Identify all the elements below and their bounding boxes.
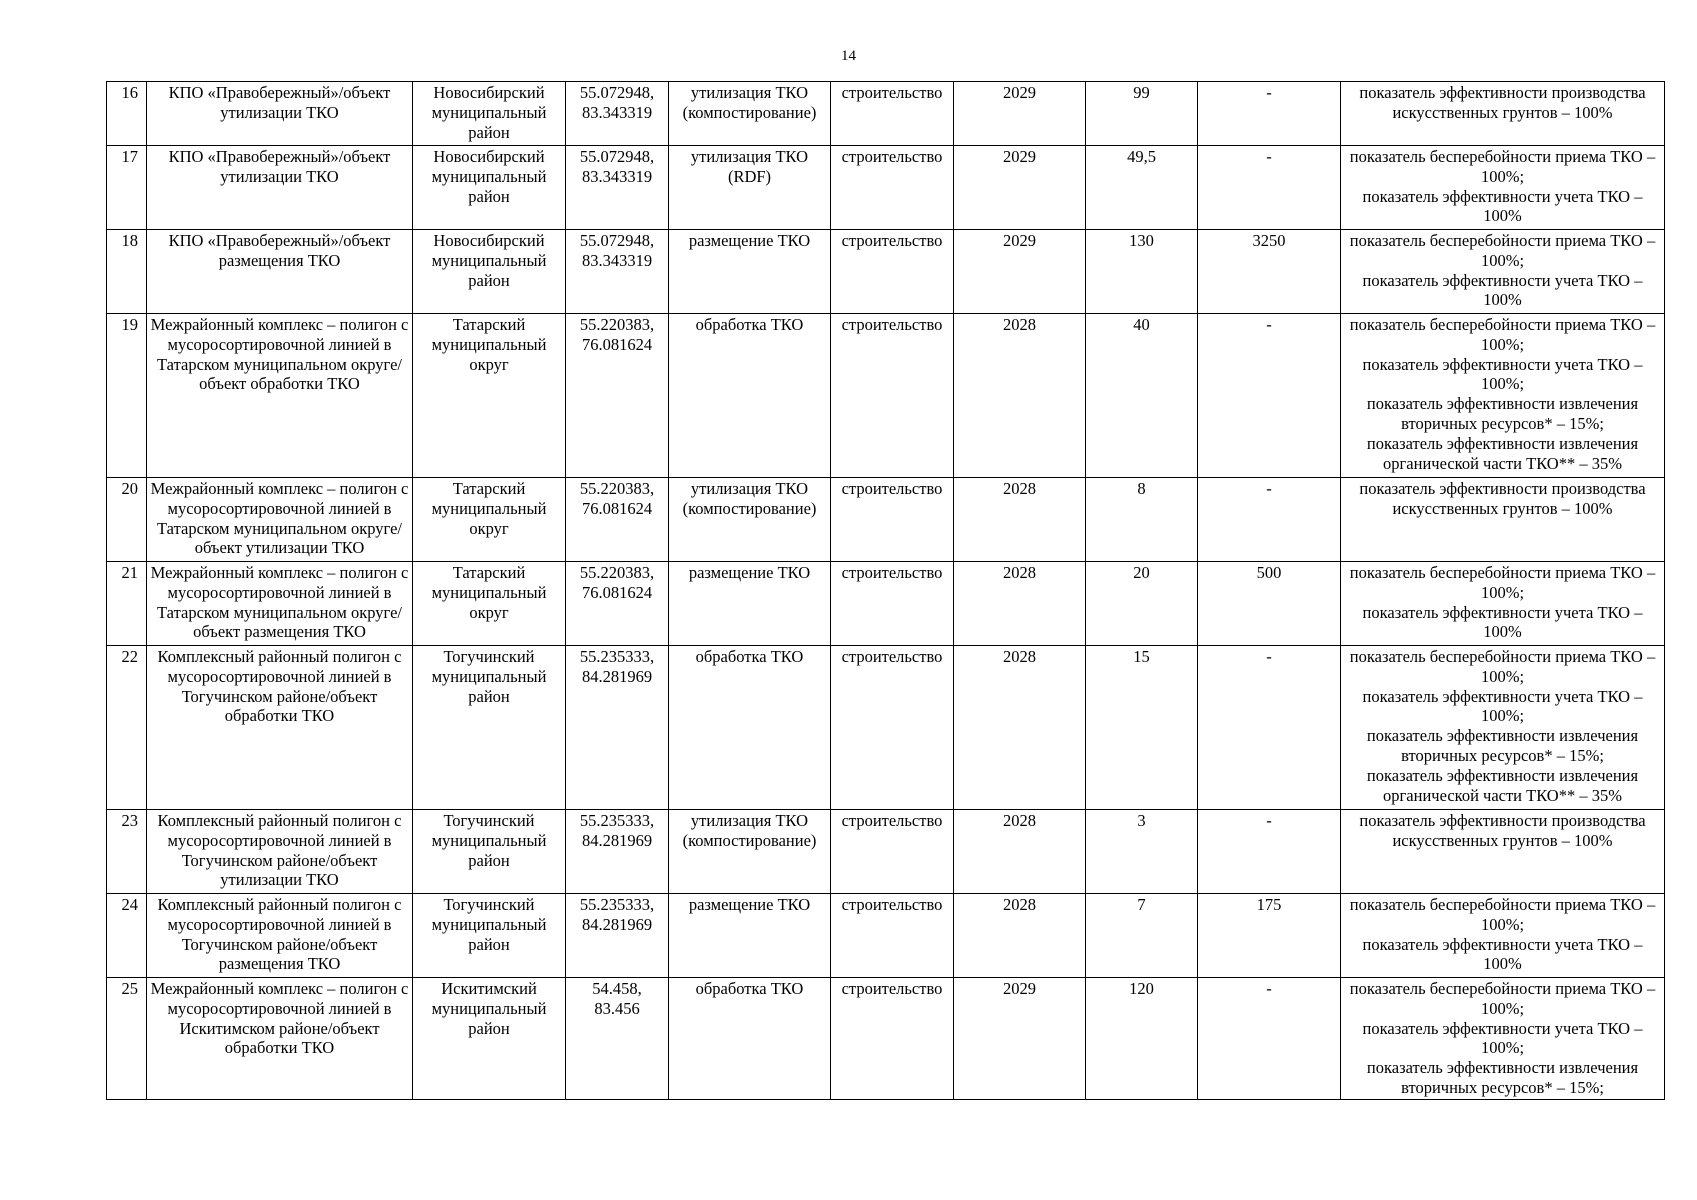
indicator-line: показатель эффективности учета ТКО –: [1362, 934, 1643, 954]
municipality-cell: Татарский муниципальный округ: [413, 478, 566, 562]
object-name-cell: КПО «Правобережный»/объект размещения ТКО: [147, 230, 413, 314]
row-number-cell: 17: [107, 146, 147, 230]
indicators-cell: [1341, 146, 1665, 230]
purpose-cell: размещение ТКО: [669, 562, 831, 646]
indicator-line: 100%;: [1480, 666, 1525, 686]
indicator-line: 100%;: [1480, 166, 1525, 186]
indicator-line: 100%;: [1480, 914, 1525, 934]
volume-cell: -: [1198, 82, 1341, 146]
year-cell: 2028: [954, 478, 1086, 562]
row-number-cell: 16: [107, 82, 147, 146]
indicator-line: показатель эффективности извлечения: [1366, 394, 1639, 414]
volume-cell: -: [1198, 978, 1341, 1100]
indicators-cell: [1341, 82, 1665, 146]
activity-type-cell: строительство: [831, 478, 954, 562]
object-name-cell: КПО «Правобережный»/объект утилизации ТКО: [147, 146, 413, 230]
row-number-cell: 22: [107, 646, 147, 810]
indicator-line: показатель эффективности извлечения: [1366, 433, 1639, 453]
year-cell: 2029: [954, 230, 1086, 314]
table-body: [107, 82, 1665, 1100]
volume-cell: -: [1198, 478, 1341, 562]
row-number-cell: 21: [107, 562, 147, 646]
indicator-line: 100%: [1483, 290, 1522, 310]
indicator-line: 100%: [1483, 206, 1522, 226]
indicator-line: показатель эффективности учета ТКО –: [1362, 270, 1643, 290]
object-name-cell: Комплексный районный полигон с мусоросортировочной линией в Тогучинском районе/объект утилизации ТКО: [147, 810, 413, 894]
coordinates-cell: 55.220383, 76.081624: [566, 478, 669, 562]
indicator-line: 100%;: [1480, 706, 1525, 726]
indicators-cell: [1341, 810, 1665, 894]
coordinates-cell: 54.458, 83.456: [566, 978, 669, 1100]
table-row: [107, 314, 1665, 478]
row-number-cell: 19: [107, 314, 147, 478]
indicator-line: показатель бесперебойности приема ТКО –: [1349, 895, 1656, 914]
coordinates-cell: 55.220383, 76.081624: [566, 562, 669, 646]
municipality-cell: Новосибирский муниципальный район: [413, 82, 566, 146]
object-name-cell: Комплексный районный полигон с мусоросортировочной линией в Тогучинском районе/объект размещения ТКО: [147, 894, 413, 978]
coordinates-cell: 55.072948, 83.343319: [566, 82, 669, 146]
coordinates-cell: 55.220383, 76.081624: [566, 314, 669, 478]
coordinates-cell: 55.235333, 84.281969: [566, 894, 669, 978]
indicator-line: 100%;: [1480, 582, 1525, 602]
indicator-line: показатель эффективности учета ТКО –: [1362, 1018, 1643, 1038]
purpose-cell: утилизация ТКО (компостирование): [669, 82, 831, 146]
row-number-cell: 23: [107, 810, 147, 894]
volume-cell: -: [1198, 314, 1341, 478]
indicator-line: вторичных ресурсов* – 15%;: [1401, 413, 1604, 433]
indicator-line: 100%;: [1480, 374, 1525, 394]
activity-type-cell: строительство: [831, 82, 954, 146]
capacity-cell: 8: [1086, 478, 1198, 562]
capacity-cell: 49,5: [1086, 146, 1198, 230]
indicator-line: показатель эффективности производства: [1359, 479, 1646, 498]
facilities-table: [106, 81, 1665, 1100]
object-name-cell: Комплексный районный полигон с мусоросортировочной линией в Тогучинском районе/объект обработки ТКО: [147, 646, 413, 810]
capacity-cell: 40: [1086, 314, 1198, 478]
indicators-cell: [1341, 478, 1665, 562]
row-number-cell: 24: [107, 894, 147, 978]
indicators-cell: [1341, 314, 1665, 478]
year-cell: 2028: [954, 314, 1086, 478]
indicator-line: вторичных ресурсов* – 15%;: [1401, 745, 1604, 765]
row-number-cell: 25: [107, 978, 147, 1100]
activity-type-cell: строительство: [831, 646, 954, 810]
volume-cell: 175: [1198, 894, 1341, 978]
purpose-cell: размещение ТКО: [669, 894, 831, 978]
indicator-line: показатель бесперебойности приема ТКО –: [1349, 647, 1656, 666]
indicator-line: органической части ТКО** – 35%: [1383, 453, 1622, 473]
activity-type-cell: строительство: [831, 978, 954, 1100]
volume-cell: -: [1198, 146, 1341, 230]
coordinates-cell: 55.235333, 84.281969: [566, 646, 669, 810]
indicator-line: показатель эффективности учета ТКО –: [1362, 686, 1643, 706]
indicator-line: вторичных ресурсов* – 15%;: [1401, 1077, 1604, 1097]
purpose-cell: обработка ТКО: [669, 314, 831, 478]
page-number: 14: [841, 48, 856, 64]
table-row: [107, 894, 1665, 978]
indicator-line: органической части ТКО** – 35%: [1383, 785, 1622, 805]
municipality-cell: Татарский муниципальный округ: [413, 314, 566, 478]
year-cell: 2028: [954, 894, 1086, 978]
table-row: [107, 230, 1665, 314]
municipality-cell: Тогучинский муниципальный район: [413, 894, 566, 978]
indicator-line: показатель бесперебойности приема ТКО –: [1349, 979, 1656, 998]
purpose-cell: размещение ТКО: [669, 230, 831, 314]
indicator-line: показатель эффективности производства: [1359, 811, 1646, 830]
row-number-cell: 20: [107, 478, 147, 562]
municipality-cell: Искитимский муниципальный район: [413, 978, 566, 1100]
purpose-cell: утилизация ТКО (компостирование): [669, 478, 831, 562]
indicator-line: 100%;: [1480, 334, 1525, 354]
indicator-line: показатель бесперебойности приема ТКО –: [1349, 147, 1656, 166]
capacity-cell: 120: [1086, 978, 1198, 1100]
indicator-line: показатель эффективности учета ТКО –: [1362, 354, 1643, 374]
indicator-line: показатель эффективности учета ТКО –: [1362, 602, 1643, 622]
indicator-line: 100%;: [1480, 998, 1525, 1018]
municipality-cell: Татарский муниципальный округ: [413, 562, 566, 646]
coordinates-cell: 55.235333, 84.281969: [566, 810, 669, 894]
year-cell: 2029: [954, 146, 1086, 230]
indicators-cell: [1341, 562, 1665, 646]
capacity-cell: 15: [1086, 646, 1198, 810]
object-name-cell: КПО «Правобережный»/объект утилизации ТКО: [147, 82, 413, 146]
table-row: [107, 146, 1665, 230]
capacity-cell: 3: [1086, 810, 1198, 894]
volume-cell: -: [1198, 810, 1341, 894]
indicator-line: искусственных грунтов – 100%: [1392, 498, 1613, 518]
capacity-cell: 7: [1086, 894, 1198, 978]
activity-type-cell: строительство: [831, 810, 954, 894]
indicator-line: искусственных грунтов – 100%: [1392, 830, 1613, 850]
indicators-cell: [1341, 230, 1665, 314]
table-row: [107, 478, 1665, 562]
table-row: [107, 82, 1665, 146]
object-name-cell: Межрайонный комплекс – полигон с мусоросортировочной линией в Искитимском районе/объект обработки ТКО: [147, 978, 413, 1100]
capacity-cell: 99: [1086, 82, 1198, 146]
object-name-cell: Межрайонный комплекс – полигон с мусоросортировочной линией в Татарском муниципальном округе/объект утилизации ТКО: [147, 478, 413, 562]
municipality-cell: Тогучинский муниципальный район: [413, 646, 566, 810]
activity-type-cell: строительство: [831, 562, 954, 646]
purpose-cell: утилизация ТКО (компостирование): [669, 810, 831, 894]
year-cell: 2028: [954, 810, 1086, 894]
indicator-line: показатель бесперебойности приема ТКО –: [1349, 315, 1656, 334]
indicator-line: показатель бесперебойности приема ТКО –: [1349, 231, 1656, 250]
table-row: [107, 810, 1665, 894]
coordinates-cell: 55.072948, 83.343319: [566, 230, 669, 314]
table-row: [107, 646, 1665, 810]
year-cell: 2028: [954, 562, 1086, 646]
year-cell: 2028: [954, 646, 1086, 810]
object-name-cell: Межрайонный комплекс – полигон с мусоросортировочной линией в Татарском муниципальном округе/объект размещения ТКО: [147, 562, 413, 646]
capacity-cell: 20: [1086, 562, 1198, 646]
indicator-line: 100%: [1483, 622, 1522, 642]
indicator-line: 100%;: [1480, 1038, 1525, 1058]
indicator-line: 100%;: [1480, 250, 1525, 270]
object-name-cell: Межрайонный комплекс – полигон с мусоросортировочной линией в Татарском муниципальном округе/объект обработки ТКО: [147, 314, 413, 478]
indicator-line: показатель эффективности извлечения: [1366, 765, 1639, 785]
activity-type-cell: строительство: [831, 894, 954, 978]
indicator-line: искусственных грунтов – 100%: [1392, 102, 1613, 122]
activity-type-cell: строительство: [831, 314, 954, 478]
volume-cell: 3250: [1198, 230, 1341, 314]
indicator-line: 100%: [1483, 954, 1522, 974]
table-row: [107, 978, 1665, 1100]
indicators-cell: [1341, 646, 1665, 810]
purpose-cell: обработка ТКО: [669, 978, 831, 1100]
activity-type-cell: строительство: [831, 230, 954, 314]
volume-cell: 500: [1198, 562, 1341, 646]
purpose-cell: обработка ТКО: [669, 646, 831, 810]
purpose-cell: утилизация ТКО (RDF): [669, 146, 831, 230]
year-cell: 2029: [954, 82, 1086, 146]
indicators-cell: [1341, 978, 1665, 1100]
indicator-line: показатель эффективности извлечения: [1366, 726, 1639, 746]
indicator-line: показатель бесперебойности приема ТКО –: [1349, 563, 1656, 582]
municipality-cell: Тогучинский муниципальный район: [413, 810, 566, 894]
indicators-cell: [1341, 894, 1665, 978]
indicator-line: показатель эффективности извлечения: [1366, 1058, 1639, 1078]
row-number-cell: 18: [107, 230, 147, 314]
indicator-line: показатель эффективности учета ТКО –: [1362, 186, 1643, 206]
capacity-cell: 130: [1086, 230, 1198, 314]
municipality-cell: Новосибирский муниципальный район: [413, 230, 566, 314]
indicator-line: показатель эффективности производства: [1359, 83, 1646, 102]
table-row: [107, 562, 1665, 646]
year-cell: 2029: [954, 978, 1086, 1100]
activity-type-cell: строительство: [831, 146, 954, 230]
municipality-cell: Новосибирский муниципальный район: [413, 146, 566, 230]
volume-cell: -: [1198, 646, 1341, 810]
coordinates-cell: 55.072948, 83.343319: [566, 146, 669, 230]
